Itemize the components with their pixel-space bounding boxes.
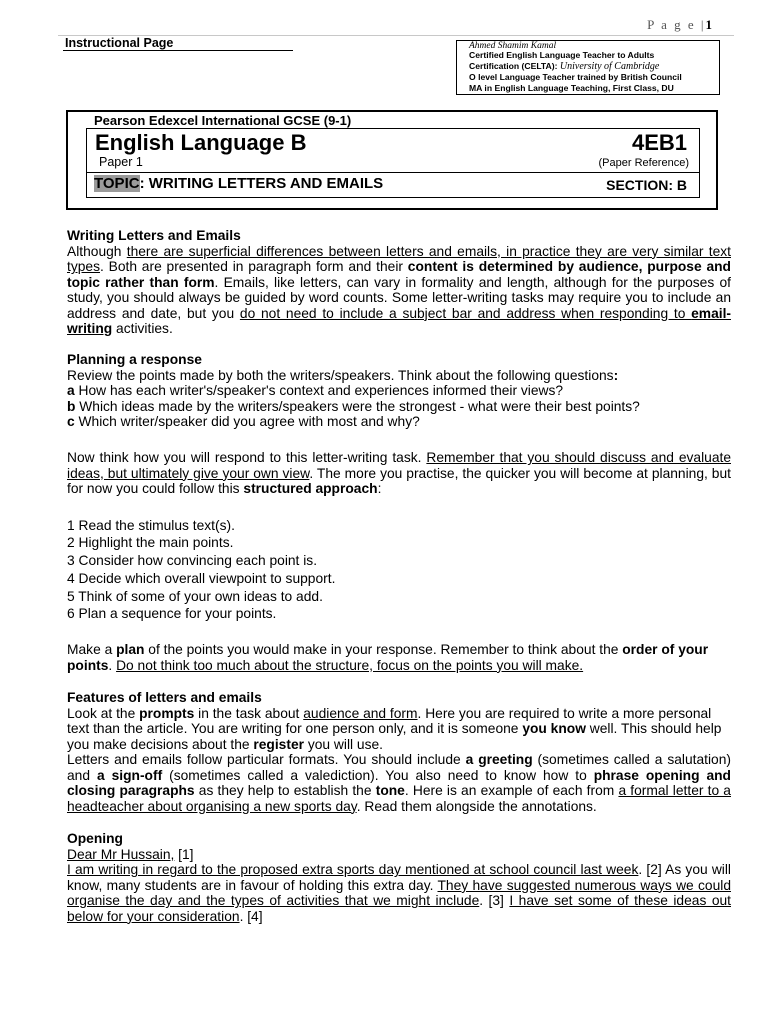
- instructional-underline: [63, 50, 293, 51]
- title-divider: [87, 172, 699, 173]
- list-item: 5 Think of some of your own ideas to add.: [67, 588, 323, 604]
- page-number-value: 1: [705, 17, 712, 32]
- question-b: b Which ideas made by the writers/speakers were the strongest - what were their best points?: [67, 398, 640, 414]
- steps-list: [67, 517, 731, 624]
- topic-label: TOPIC: [94, 175, 140, 192]
- exam-code: 4EB1: [631, 130, 687, 155]
- planning-intro: Review the points made by both the writers/speakers. Think about the following questions:: [67, 367, 619, 383]
- topic-title: : WRITING LETTERS AND EMAILS: [139, 175, 384, 192]
- question-a: a How has each writer's/speaker's context and experiences informed their views?: [67, 383, 564, 398]
- page-separator: |: [700, 17, 706, 32]
- document-body: [67, 228, 731, 924]
- paper-number: Paper 1: [99, 155, 143, 169]
- section-heading-opening: Opening: [67, 831, 123, 847]
- letter-greeting: Dear Mr Hussain, [1]: [67, 846, 194, 862]
- page-number: [647, 17, 712, 33]
- list-item: 4 Decide which overall viewpoint to support.: [67, 570, 336, 586]
- credentials-box: [456, 40, 720, 95]
- instructional-page-label: Instructional Page: [65, 36, 174, 50]
- list-item: 2 Highlight the main points.: [67, 535, 234, 551]
- question-c: c Which writer/speaker did you agree with most and why?: [67, 414, 420, 429]
- exam-title: English Language B: [95, 130, 307, 155]
- section-heading-planning: Planning a response: [67, 352, 202, 367]
- section-label: SECTION: B: [606, 177, 687, 193]
- paragraph-respond: Now think how you will respond to this letter-writing task. Remember that you should discuss and evaluate ideas, but ultimately give your own view. The more you practise, the quicker you will become at planning, but for now you could follow this structured approach:: [67, 450, 731, 496]
- paragraph-plan: Make a plan of the points you would make in your response. Remember to think about the order of your points. Do not think too much about the structure, focus on the points you will make.: [67, 642, 709, 673]
- letter-opening-paragraph: I am writing in regard to the proposed extra sports day mentioned at school council last week. [2] As you will know, many students are in favour of holding this extra day. They have suggested numerous ways we could organise the day and the types of activities that we might include. [3] I have set some of these ideas out below for your consideration. [4]: [67, 862, 731, 924]
- exam-title-box: [86, 128, 700, 198]
- section-heading-features: Features of letters and emails: [67, 690, 262, 706]
- page-label: P a g e: [647, 17, 696, 32]
- exam-header-box: [66, 110, 718, 210]
- exam-board: Pearson Edexcel International GCSE (9-1): [94, 113, 352, 128]
- list-item: 1 Read the stimulus text(s).: [67, 517, 235, 533]
- paragraph-features: Look at the prompts in the task about audience and form. Here you are required to write a more personal text than the article. You are writing for one person only, and it is someone you know well. This should help you make decisions about the register you will use.: [67, 705, 722, 752]
- list-item: 3 Consider how convincing each point is.: [67, 553, 318, 569]
- paragraph-formats: Letters and emails follow particular formats. You should include a greeting (sometimes called a salutation) and a sign-off (sometimes called a valediction). You also need to know how to phrase opening and closing paragraphs as they help to establish the tone. Here is an example of each from a formal letter to a headteacher about organising a new sports day. Read them alongside the annotations.: [67, 752, 731, 814]
- university-name: University of Cambridge: [559, 60, 660, 72]
- section-heading-writing: Writing Letters and Emails: [67, 228, 241, 243]
- credential-line-2: Certification (CELTA): University of Cambridge: [469, 60, 660, 72]
- credential-line-3: O level Language Teacher trained by British Council: [469, 72, 682, 82]
- list-item: 6 Plan a sequence for your points.: [67, 606, 277, 622]
- credential-line-1: Certified English Language Teacher to Adults: [469, 50, 655, 60]
- author-name: Ahmed Shamim Kamal: [469, 41, 557, 51]
- credential-line-4: MA in English Language Teaching, First Class, DU: [469, 82, 674, 93]
- paper-reference: (Paper Reference): [598, 157, 689, 169]
- paragraph-intro: Although there are superficial differences between letters and emails, in practice they are very similar text types. Both are presented in paragraph form and their content is determined by audience, purpose and topic rather than form. Emails, like letters, can vary in formality and length, although for the purposes of study, you should always be guided by word counts. Some letter-writing tasks may require you to include an address and date, but you do not need to include a subject bar and address when responding to email-writing activities.: [67, 243, 731, 336]
- topic-line: [94, 175, 383, 192]
